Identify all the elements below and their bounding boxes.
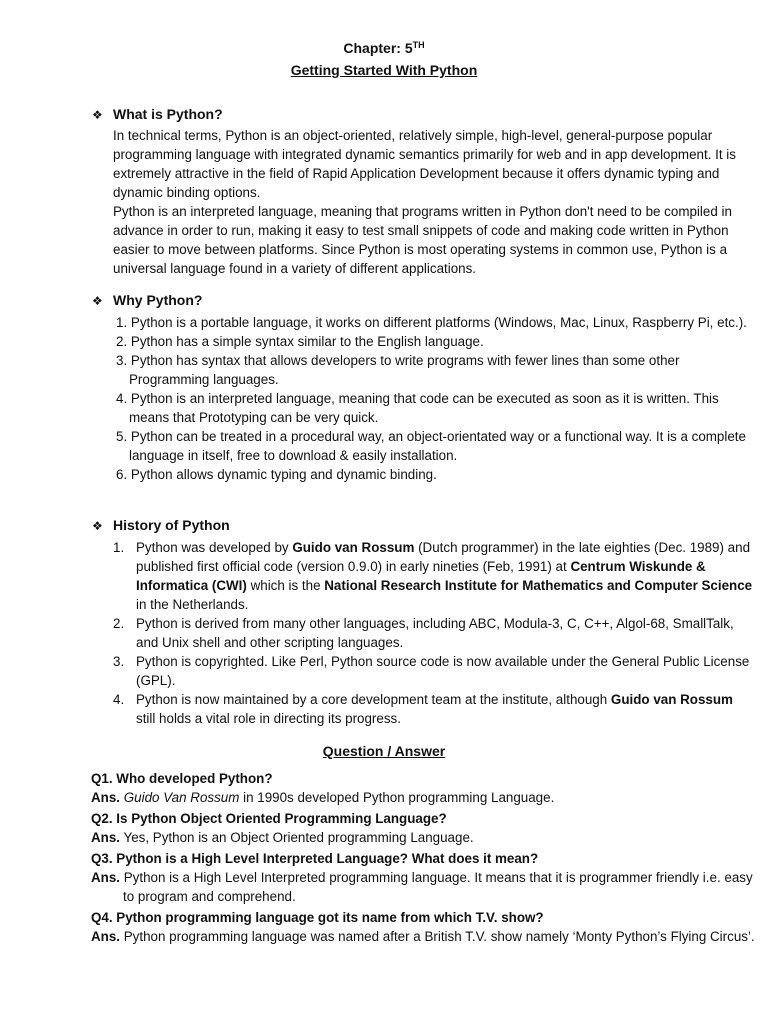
chapter-superscript: TH: [412, 40, 425, 50]
text-span: still holds a vital role in directing its progress.: [136, 711, 401, 726]
section-heading-history: [92, 517, 230, 533]
text-span: Python is now maintained by a core development team at the institute, although: [136, 692, 611, 707]
section-heading-why-label: Why Python?: [113, 292, 203, 308]
list-item: 5. Python can be treated in a procedural way, an object-orientated way or a functional way. It is a complete language in itself, free to download & easily installation.: [116, 429, 746, 463]
chapter-heading: [0, 40, 768, 56]
list-item: [113, 538, 753, 614]
answer-label: Ans.: [91, 929, 121, 944]
history-list: [113, 538, 753, 728]
list-text: Python is copyrighted. Like Perl, Python source code is now available under the General Public License (GPL).: [136, 654, 750, 688]
list-number: 3.: [113, 654, 125, 669]
text-span: in the Netherlands.: [136, 597, 249, 612]
list-item: 3. Python has syntax that allows developers to write programs with fewer lines than some other Programming languages.: [116, 353, 680, 387]
list-number: 2.: [113, 616, 125, 631]
section-heading-what: [92, 106, 223, 122]
answer-label: Ans.: [91, 870, 121, 885]
list-number: 4.: [113, 692, 125, 707]
list-item: 1. Python is a portable language, it works on different platforms (Windows, Mac, Linux, Raspberry Pi, etc.).: [116, 315, 747, 330]
list-item: [113, 614, 753, 652]
list-item: 2. Python has a simple syntax similar to the English language.: [116, 334, 484, 349]
what-python-body: [113, 126, 753, 278]
qa-item-2: [91, 809, 756, 847]
text-span: which is the: [246, 578, 325, 593]
question-text: Q4. Python programming language got its name from which T.V. show?: [91, 910, 544, 925]
chapter-label: Chapter: 5: [343, 40, 413, 56]
list-item: [113, 690, 753, 728]
qa-title: Question / Answer: [322, 743, 446, 759]
qa-item-1: [91, 769, 756, 807]
question-text: Q2. Is Python Object Oriented Programming Language?: [91, 811, 447, 826]
section-heading-why: [92, 292, 202, 308]
diamond-bullet-icon: ❖: [92, 294, 103, 308]
what-python-para-1: In technical terms, Python is an object-oriented, relatively simple, high-level, general-purpose popular programming language with integrated dynamic semantics primarily for web and in app development. It is extremely attractive in the field of Rapid Application Development because it offers dynamic typing and dynamic binding options.: [113, 128, 736, 200]
text-span: in 1990s developed Python programming Language.: [239, 790, 555, 805]
text-span: Python is a High Level Interpreted programming language. It means that it is programmer friendly i.e. easy to program and comprehend.: [120, 870, 753, 904]
list-item: 4. Python is an interpreted language, meaning that code can be executed as soon as it is written. This means that Prototyping can be very quick.: [116, 391, 719, 425]
page-title: Getting Started With Python: [290, 62, 478, 78]
answer-text: [91, 927, 756, 946]
text-span: Yes, Python is an Object Oriented programming Language.: [120, 830, 474, 845]
list-text: [136, 690, 753, 728]
why-python-list: [116, 313, 756, 484]
question-text: Q1. Who developed Python?: [91, 771, 273, 786]
bold-name: Guido van Rossum: [610, 692, 733, 707]
diamond-bullet-icon: ❖: [92, 519, 103, 533]
qa-list: [91, 767, 756, 948]
text-span: Python programming language was named after a British T.V. show namely ‘Monty Python’s Flying Circus’.: [120, 929, 755, 944]
what-python-para-2: Python is an interpreted language, meaning that programs written in Python don't need to be compiled in advance in order to run, making it easy to test small snippets of code and making code written in Python easier to move between platforms. Since Python is most operating systems in common use, Python is a universal language found in a variety of different applications.: [113, 204, 732, 276]
answer-label: Ans.: [91, 830, 121, 845]
question-text: Q3. Python is a High Level Interpreted Language? What does it mean?: [91, 851, 539, 866]
answer-label: Ans.: [91, 790, 121, 805]
bold-name: Guido van Rossum: [292, 540, 415, 555]
answer-text: [91, 828, 756, 847]
list-text: [136, 538, 753, 614]
list-item: 6. Python allows dynamic typing and dynamic binding.: [116, 467, 437, 482]
text-span: (Dutch programmer) in the late eighties (Dec. 1989) and published first official code (version 0.9.0) in early nineties (Feb, 1991) at: [136, 540, 751, 574]
diamond-bullet-icon: ❖: [92, 108, 103, 122]
text-span: Python was developed by: [136, 540, 293, 555]
list-number: 1.: [113, 540, 125, 555]
section-heading-history-label: History of Python: [113, 517, 230, 533]
section-heading-what-label: What is Python?: [113, 106, 223, 122]
qa-item-4: [91, 908, 756, 946]
bold-org: Centrum Wiskunde & Informatica (CWI): [136, 559, 706, 593]
answer-text: [91, 788, 756, 807]
list-item: [113, 652, 753, 690]
list-text: Python is derived from many other languages, including ABC, Modula-3, C, C++, Algol-68, SmallTalk, and Unix shell and other scripting languages.: [136, 616, 734, 650]
bold-institute: National Research Institute for Mathematics and Computer Science: [324, 578, 753, 593]
answer-italic: Guido Van Rossum: [123, 790, 240, 805]
answer-text: [91, 868, 756, 906]
qa-item-3: [91, 849, 756, 906]
